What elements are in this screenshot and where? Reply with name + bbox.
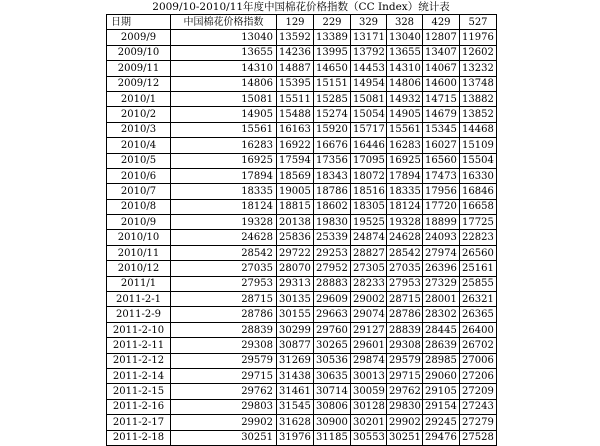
value-cell: 18305 xyxy=(351,199,387,214)
value-cell: 15285 xyxy=(314,91,351,106)
value-cell: 13171 xyxy=(351,30,387,45)
date-cell: 2010/8 xyxy=(107,199,171,214)
date-cell: 2010/7 xyxy=(107,184,171,199)
value-cell: 30553 xyxy=(351,430,387,445)
value-cell: 31976 xyxy=(277,430,314,445)
spreadsheet xyxy=(106,0,496,446)
table-row xyxy=(107,184,497,199)
value-cell: 29154 xyxy=(423,399,460,414)
value-cell: 27305 xyxy=(351,261,387,276)
value-cell: 14715 xyxy=(423,91,460,106)
value-cell: 26321 xyxy=(460,292,497,307)
table-row xyxy=(107,30,497,45)
value-cell: 17956 xyxy=(423,184,460,199)
value-cell: 13040 xyxy=(171,30,277,45)
value-cell: 16925 xyxy=(171,153,277,168)
value-cell: 18124 xyxy=(171,199,277,214)
value-cell: 27206 xyxy=(460,368,497,383)
value-cell: 29609 xyxy=(314,292,351,307)
value-cell: 26365 xyxy=(460,307,497,322)
column-header-129: 129 xyxy=(277,15,314,30)
value-cell: 26396 xyxy=(423,261,460,276)
value-cell: 28233 xyxy=(351,276,387,291)
value-cell: 13995 xyxy=(314,45,351,60)
value-cell: 12602 xyxy=(460,45,497,60)
value-cell: 20138 xyxy=(277,215,314,230)
value-cell: 30155 xyxy=(277,307,314,322)
table-row xyxy=(107,230,497,245)
column-header-328: 328 xyxy=(387,15,423,30)
value-cell: 28883 xyxy=(314,276,351,291)
value-cell: 27006 xyxy=(460,353,497,368)
value-cell: 13655 xyxy=(387,45,423,60)
date-cell: 2011-2-16 xyxy=(107,399,171,414)
date-cell: 2009/12 xyxy=(107,76,171,91)
date-cell: 2010/12 xyxy=(107,261,171,276)
value-cell: 27279 xyxy=(460,415,497,430)
table-row xyxy=(107,338,497,353)
value-cell: 13748 xyxy=(460,76,497,91)
value-cell: 17720 xyxy=(423,199,460,214)
value-cell: 31185 xyxy=(314,430,351,445)
value-cell: 16560 xyxy=(423,153,460,168)
value-cell: 18335 xyxy=(387,184,423,199)
table-row xyxy=(107,138,497,153)
value-cell: 17894 xyxy=(387,168,423,183)
date-cell: 2011-2-1 xyxy=(107,292,171,307)
table-row xyxy=(107,107,497,122)
value-cell: 18569 xyxy=(277,168,314,183)
table-row xyxy=(107,199,497,214)
value-cell: 14067 xyxy=(423,61,460,76)
value-cell: 13882 xyxy=(460,91,497,106)
value-cell: 31628 xyxy=(277,415,314,430)
value-cell: 29105 xyxy=(423,384,460,399)
value-cell: 29060 xyxy=(423,368,460,383)
date-cell: 2011-2-10 xyxy=(107,322,171,337)
value-cell: 29902 xyxy=(171,415,277,430)
value-cell: 15345 xyxy=(423,122,460,137)
value-cell: 30877 xyxy=(277,338,314,353)
date-cell: 2009/10 xyxy=(107,45,171,60)
value-cell: 28715 xyxy=(171,292,277,307)
value-cell: 28827 xyxy=(351,245,387,260)
value-cell: 29722 xyxy=(277,245,314,260)
value-cell: 30536 xyxy=(314,353,351,368)
value-cell: 29715 xyxy=(171,368,277,383)
value-cell: 14806 xyxy=(387,76,423,91)
value-cell: 15561 xyxy=(387,122,423,137)
value-cell: 29803 xyxy=(171,399,277,414)
table-row xyxy=(107,61,497,76)
value-cell: 22823 xyxy=(460,230,497,245)
value-cell: 14310 xyxy=(387,61,423,76)
value-cell: 14887 xyxy=(277,61,314,76)
value-cell: 18815 xyxy=(277,199,314,214)
value-cell: 29476 xyxy=(423,430,460,445)
date-cell: 2011-2-14 xyxy=(107,368,171,383)
value-cell: 17725 xyxy=(460,215,497,230)
value-cell: 16846 xyxy=(460,184,497,199)
date-cell: 2011-2-17 xyxy=(107,415,171,430)
table-row xyxy=(107,292,497,307)
date-cell: 2010/3 xyxy=(107,122,171,137)
value-cell: 19005 xyxy=(277,184,314,199)
value-cell: 17894 xyxy=(171,168,277,183)
value-cell: 27035 xyxy=(171,261,277,276)
value-cell: 16027 xyxy=(423,138,460,153)
date-cell: 2011-2-12 xyxy=(107,353,171,368)
value-cell: 28001 xyxy=(423,292,460,307)
value-cell: 14600 xyxy=(423,76,460,91)
value-cell: 30128 xyxy=(351,399,387,414)
date-cell: 2010/4 xyxy=(107,138,171,153)
value-cell: 16283 xyxy=(171,138,277,153)
value-cell: 14650 xyxy=(314,61,351,76)
value-cell: 29762 xyxy=(171,384,277,399)
value-cell: 16163 xyxy=(277,122,314,137)
value-cell: 16925 xyxy=(387,153,423,168)
table-row xyxy=(107,153,497,168)
date-cell: 2010/2 xyxy=(107,107,171,122)
table-row xyxy=(107,276,497,291)
value-cell: 19328 xyxy=(387,215,423,230)
header-row xyxy=(107,15,497,30)
value-cell: 29579 xyxy=(387,353,423,368)
value-cell: 29002 xyxy=(351,292,387,307)
value-cell: 28445 xyxy=(423,322,460,337)
value-cell: 14806 xyxy=(171,76,277,91)
date-cell: 2010/10 xyxy=(107,230,171,245)
value-cell: 14468 xyxy=(460,122,497,137)
value-cell: 16676 xyxy=(314,138,351,153)
value-cell: 27243 xyxy=(460,399,497,414)
value-cell: 29253 xyxy=(314,245,351,260)
value-cell: 28070 xyxy=(277,261,314,276)
value-cell: 15081 xyxy=(171,91,277,106)
value-cell: 28542 xyxy=(171,245,277,260)
value-cell: 30714 xyxy=(314,384,351,399)
value-cell: 29308 xyxy=(387,338,423,353)
table-title: 2009/10-2010/11年度中国棉花价格指数（CC Index）统计表 xyxy=(152,1,450,13)
table-row xyxy=(107,415,497,430)
value-cell: 30059 xyxy=(351,384,387,399)
date-cell: 2011-2-18 xyxy=(107,430,171,445)
table-row xyxy=(107,384,497,399)
table-row xyxy=(107,307,497,322)
table-row xyxy=(107,430,497,445)
value-cell: 24628 xyxy=(387,230,423,245)
value-cell: 17473 xyxy=(423,168,460,183)
value-cell: 18516 xyxy=(351,184,387,199)
value-cell: 19328 xyxy=(171,215,277,230)
table-body xyxy=(107,30,497,446)
table-row xyxy=(107,122,497,137)
date-cell: 2010/5 xyxy=(107,153,171,168)
value-cell: 24628 xyxy=(171,230,277,245)
value-cell: 14236 xyxy=(277,45,314,60)
value-cell: 16922 xyxy=(277,138,314,153)
value-cell: 29715 xyxy=(387,368,423,383)
value-cell: 12807 xyxy=(423,30,460,45)
table-row xyxy=(107,261,497,276)
value-cell: 29245 xyxy=(423,415,460,430)
value-cell: 18343 xyxy=(314,168,351,183)
value-cell: 26400 xyxy=(460,322,497,337)
value-cell: 29579 xyxy=(171,353,277,368)
value-cell: 18786 xyxy=(314,184,351,199)
value-cell: 15151 xyxy=(314,76,351,91)
value-cell: 29074 xyxy=(351,307,387,322)
date-cell: 2009/11 xyxy=(107,61,171,76)
date-cell: 2010/11 xyxy=(107,245,171,260)
value-cell: 14453 xyxy=(351,61,387,76)
value-cell: 30806 xyxy=(314,399,351,414)
table-row xyxy=(107,322,497,337)
value-cell: 29760 xyxy=(314,322,351,337)
value-cell: 29874 xyxy=(351,353,387,368)
value-cell: 25339 xyxy=(314,230,351,245)
value-cell: 16283 xyxy=(387,138,423,153)
value-cell: 29601 xyxy=(351,338,387,353)
value-cell: 18072 xyxy=(351,168,387,183)
value-cell: 25836 xyxy=(277,230,314,245)
value-cell: 11976 xyxy=(460,30,497,45)
value-cell: 27953 xyxy=(171,276,277,291)
date-cell: 2009/9 xyxy=(107,30,171,45)
value-cell: 27329 xyxy=(423,276,460,291)
column-header-date: 日期 xyxy=(107,15,171,30)
value-cell: 15511 xyxy=(277,91,314,106)
value-cell: 14310 xyxy=(171,61,277,76)
value-cell: 15109 xyxy=(460,138,497,153)
date-cell: 2010/6 xyxy=(107,168,171,183)
value-cell: 27035 xyxy=(387,261,423,276)
value-cell: 30201 xyxy=(351,415,387,430)
value-cell: 29902 xyxy=(387,415,423,430)
value-cell: 25161 xyxy=(460,261,497,276)
value-cell: 18124 xyxy=(387,199,423,214)
value-cell: 13040 xyxy=(387,30,423,45)
value-cell: 30135 xyxy=(277,292,314,307)
value-cell: 16658 xyxy=(460,199,497,214)
value-cell: 27209 xyxy=(460,384,497,399)
value-cell: 30251 xyxy=(387,430,423,445)
value-cell: 28542 xyxy=(387,245,423,260)
value-cell: 15274 xyxy=(314,107,351,122)
table-row xyxy=(107,368,497,383)
value-cell: 27953 xyxy=(387,276,423,291)
value-cell: 30900 xyxy=(314,415,351,430)
value-cell: 14679 xyxy=(423,107,460,122)
date-cell: 2010/9 xyxy=(107,215,171,230)
value-cell: 13389 xyxy=(314,30,351,45)
table-row xyxy=(107,45,497,60)
column-header-329: 329 xyxy=(351,15,387,30)
value-cell: 17594 xyxy=(277,153,314,168)
value-cell: 19830 xyxy=(314,215,351,230)
value-cell: 29127 xyxy=(351,322,387,337)
value-cell: 30635 xyxy=(314,368,351,383)
value-cell: 13232 xyxy=(460,61,497,76)
value-cell: 17356 xyxy=(314,153,351,168)
value-cell: 13407 xyxy=(423,45,460,60)
table-row xyxy=(107,168,497,183)
value-cell: 15395 xyxy=(277,76,314,91)
value-cell: 26702 xyxy=(460,338,497,353)
value-cell: 18899 xyxy=(423,215,460,230)
value-cell: 15081 xyxy=(351,91,387,106)
value-cell: 14905 xyxy=(387,107,423,122)
value-cell: 28786 xyxy=(387,307,423,322)
table-row xyxy=(107,353,497,368)
value-cell: 31438 xyxy=(277,368,314,383)
value-cell: 27952 xyxy=(314,261,351,276)
value-cell: 14932 xyxy=(387,91,423,106)
value-cell: 15488 xyxy=(277,107,314,122)
value-cell: 16330 xyxy=(460,168,497,183)
value-cell: 15561 xyxy=(171,122,277,137)
table-row xyxy=(107,76,497,91)
value-cell: 31269 xyxy=(277,353,314,368)
value-cell: 14954 xyxy=(351,76,387,91)
value-cell: 31545 xyxy=(277,399,314,414)
value-cell: 14905 xyxy=(171,107,277,122)
date-cell: 2010/1 xyxy=(107,91,171,106)
value-cell: 29313 xyxy=(277,276,314,291)
value-cell: 15504 xyxy=(460,153,497,168)
value-cell: 15717 xyxy=(351,122,387,137)
date-cell: 2011/1 xyxy=(107,276,171,291)
value-cell: 28302 xyxy=(423,307,460,322)
value-cell: 30265 xyxy=(314,338,351,353)
value-cell: 28639 xyxy=(423,338,460,353)
cotton-price-index-table xyxy=(106,14,497,446)
value-cell: 13852 xyxy=(460,107,497,122)
value-cell: 25855 xyxy=(460,276,497,291)
column-header-229: 229 xyxy=(314,15,351,30)
value-cell: 29762 xyxy=(387,384,423,399)
date-cell: 2011-2-9 xyxy=(107,307,171,322)
value-cell: 31461 xyxy=(277,384,314,399)
value-cell: 26560 xyxy=(460,245,497,260)
value-cell: 24874 xyxy=(351,230,387,245)
value-cell: 28786 xyxy=(171,307,277,322)
value-cell: 13792 xyxy=(351,45,387,60)
column-header-429: 429 xyxy=(423,15,460,30)
value-cell: 28839 xyxy=(387,322,423,337)
date-cell: 2011-2-11 xyxy=(107,338,171,353)
value-cell: 27974 xyxy=(423,245,460,260)
value-cell: 18335 xyxy=(171,184,277,199)
value-cell: 29830 xyxy=(387,399,423,414)
table-row xyxy=(107,245,497,260)
value-cell: 27528 xyxy=(460,430,497,445)
value-cell: 28985 xyxy=(423,353,460,368)
date-cell: 2011-2-15 xyxy=(107,384,171,399)
value-cell: 28715 xyxy=(387,292,423,307)
value-cell: 30251 xyxy=(171,430,277,445)
value-cell: 29663 xyxy=(314,307,351,322)
value-cell: 29308 xyxy=(171,338,277,353)
column-header-527: 527 xyxy=(460,15,497,30)
column-header-index: 中国棉花价格指数 xyxy=(171,15,277,30)
table-row xyxy=(107,215,497,230)
value-cell: 18602 xyxy=(314,199,351,214)
value-cell: 13592 xyxy=(277,30,314,45)
value-cell: 17095 xyxy=(351,153,387,168)
table-row xyxy=(107,91,497,106)
value-cell: 28839 xyxy=(171,322,277,337)
value-cell: 19525 xyxy=(351,215,387,230)
value-cell: 13655 xyxy=(171,45,277,60)
value-cell: 30013 xyxy=(351,368,387,383)
value-cell: 16446 xyxy=(351,138,387,153)
table-row xyxy=(107,399,497,414)
value-cell: 15920 xyxy=(314,122,351,137)
value-cell: 24093 xyxy=(423,230,460,245)
value-cell: 30299 xyxy=(277,322,314,337)
value-cell: 15054 xyxy=(351,107,387,122)
